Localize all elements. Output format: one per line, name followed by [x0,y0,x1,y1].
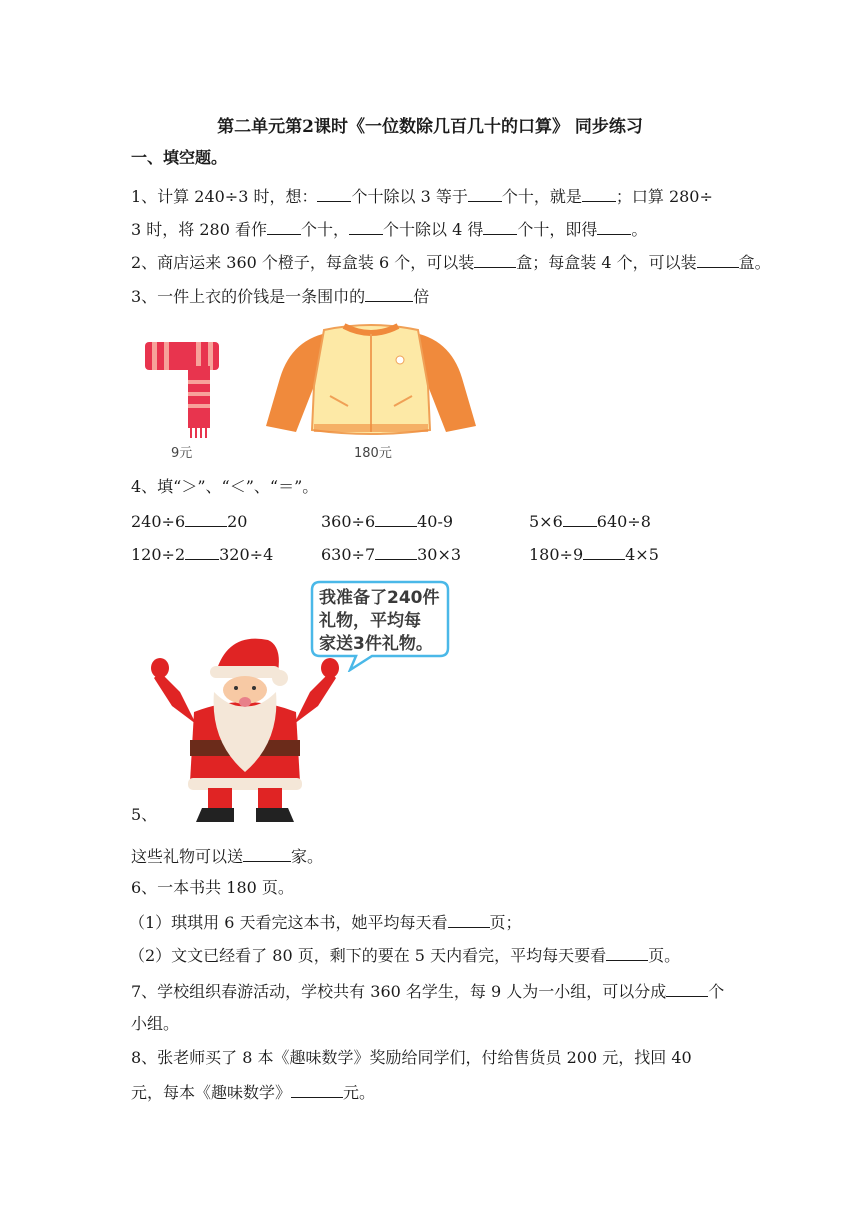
answer-blank[interactable] [563,510,597,527]
question-1-line-2 [131,218,647,240]
q3-text-a: 3、一件上衣的价钱是一条围巾的 [131,287,366,306]
answer-blank[interactable] [597,218,631,235]
q1-text-b: 个十除以 3 等于 [351,187,468,206]
q1-text-e: 3 时，将 280 看作 [131,220,267,239]
q2-text-c: 盒。 [738,253,771,272]
q2-text-b: 盒；每盒装 4 个，可以装 [516,253,697,272]
answer-blank[interactable] [365,285,413,302]
q6-text: （1）琪琪用 6 天看完这本书，她平均每天看 [129,913,448,932]
question-4-title: 4、填“＞”、“＜”、“＝”。 [131,477,319,496]
page-title: 第二单元第2课时《一位数除几百几十的口算》 同步练习 [217,117,643,137]
q2-text-a: 2、商店运来 360 个橙子，每盒装 6 个，可以装 [131,253,475,272]
question-6-part-1 [129,911,522,933]
answer-blank[interactable] [474,251,516,268]
answer-blank[interactable] [666,980,708,997]
q1-text-h: 个十，即得 [517,220,598,239]
section-heading: 一、填空题。 [131,148,228,167]
q7-text-b: 个 [708,982,725,1001]
q7-text-a: 7、学校组织春游活动，学校共有 360 名学生，每 9 人为一小组，可以分成 [131,982,667,1001]
q1-text-c: 个十，就是 [501,187,582,206]
q1-text-a: 1、计算 240÷3 时，想： [131,187,318,206]
question-2 [131,251,771,273]
answer-blank[interactable] [375,510,417,527]
compare-item: 5×6 640÷8 [529,512,651,531]
answer-blank[interactable] [375,543,417,560]
compare-item: 240÷6 20 [131,512,248,531]
answer-blank[interactable] [267,218,301,235]
bubble-line: 家送3件礼物。 [319,634,433,654]
answer-blank[interactable] [349,218,383,235]
q6-text: （2）文文已经看了 80 页，剩下的要在 5 天内看完，平均每天要看 [129,946,607,965]
answer-blank[interactable] [468,185,502,202]
scarf-image [140,340,224,440]
bubble-line: 我准备了240件 [319,588,440,608]
answer-blank[interactable] [583,543,625,560]
question-3 [131,285,429,307]
scarf-price: 9元 [171,446,193,461]
jacket-image [262,318,480,440]
compare-item: 120÷2 320÷4 [131,545,274,564]
compare-item: 360÷6 40-9 [321,512,454,531]
answer-blank[interactable] [291,1081,343,1098]
q1-text-g: 个十除以 4 得 [383,220,484,239]
question-5 [131,845,323,867]
question-8-line-1: 8、张老师买了 8 本《趣味数学》奖励给同学们，付给售货员 200 元，找回 40 [131,1048,692,1067]
answer-blank[interactable] [697,251,739,268]
compare-item: 180÷9 4×5 [529,545,659,564]
answer-blank[interactable] [317,185,351,202]
question-6-part-2 [129,944,680,966]
answer-blank[interactable] [243,845,291,862]
speech-bubble [310,580,450,672]
answer-blank[interactable] [448,911,490,928]
answer-blank[interactable] [185,543,219,560]
question-7-line-2: 小组。 [131,1014,180,1033]
answer-blank[interactable] [483,218,517,235]
q3-text-b: 倍 [413,287,430,306]
question-8-line-2 [131,1081,375,1103]
q1-text-i: 。 [631,220,648,239]
question-1-line-1 [131,185,713,207]
q6-text: 页； [489,913,522,932]
question-7-line-1 [131,980,724,1002]
q8-text-b: 元，每本《趣味数学》 [131,1083,292,1102]
compare-item: 630÷7 30×3 [321,545,462,564]
answer-blank[interactable] [582,185,616,202]
jacket-price: 180元 [354,446,392,461]
q5-text-b: 家。 [291,847,324,866]
q5-text-a: 这些礼物可以送 [131,847,244,866]
q8-text-c: 元。 [343,1083,376,1102]
q6-text: 页。 [648,946,681,965]
q1-text-f: 个十， [300,220,349,239]
answer-blank[interactable] [606,944,648,961]
answer-blank[interactable] [185,510,227,527]
question-5-number: 5、 [131,805,158,824]
q1-text-d: ；口算 280÷ [615,187,713,206]
bubble-line: 礼物，平均每 [319,611,421,631]
question-6-title: 6、一本书共 180 页。 [131,878,294,897]
